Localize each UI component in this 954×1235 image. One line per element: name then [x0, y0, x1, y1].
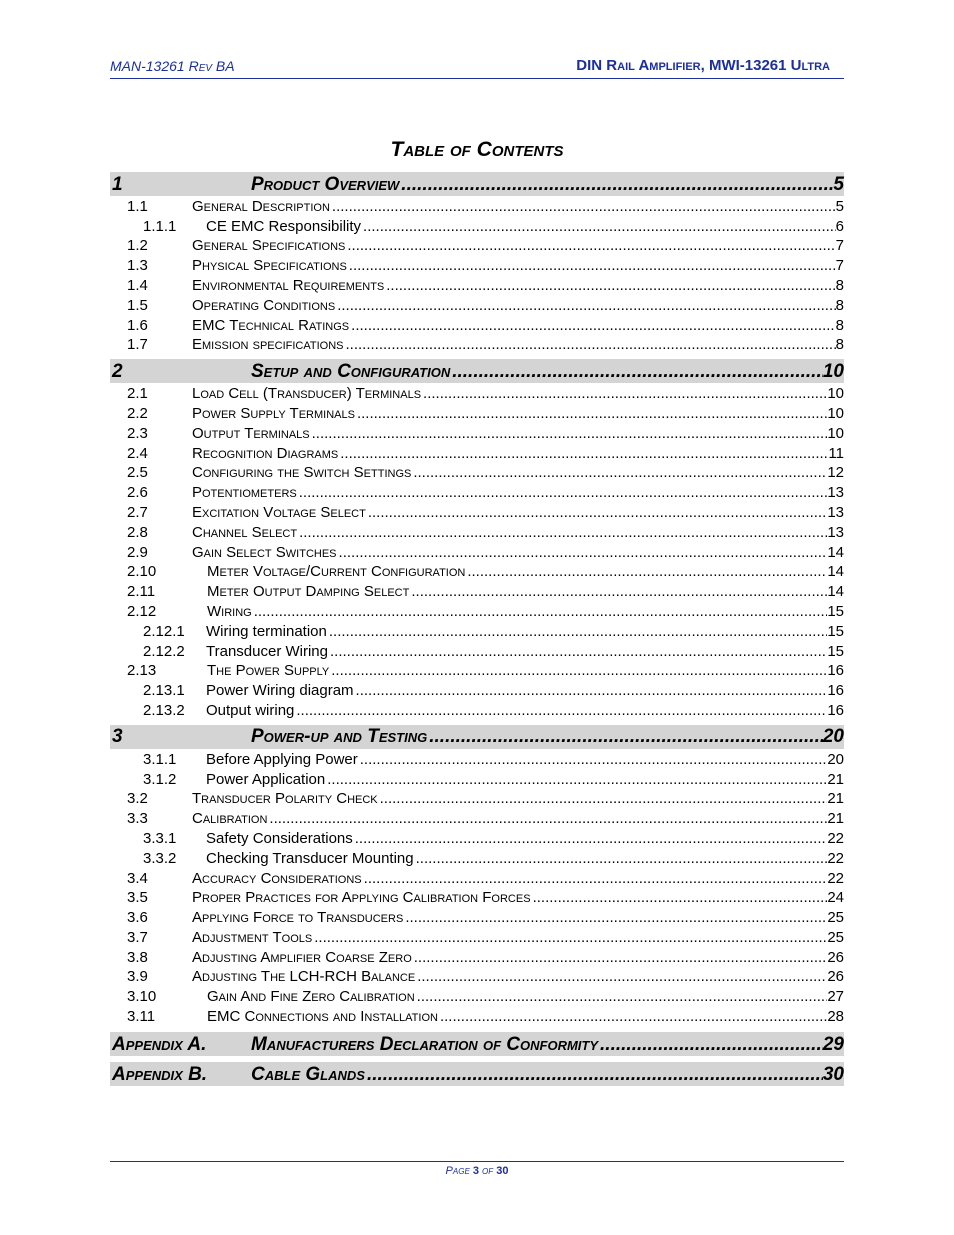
toc-entry-number: 3.3.2	[143, 849, 177, 867]
toc-dot-leader	[252, 602, 828, 621]
page-number: 3	[472, 1165, 479, 1177]
toc-entry-number: 3.2	[127, 790, 148, 808]
toc-entry-number: Appendix B.	[112, 1063, 208, 1085]
toc-entry[interactable]	[110, 947, 844, 967]
toc-entry-number: 3.7	[127, 928, 148, 946]
toc-entry-page: 30	[822, 1063, 844, 1085]
toc-entry-label: Power Wiring diagram	[206, 682, 354, 700]
toc-entry-label: Adjusting Amplifier Coarse Zero	[192, 948, 412, 966]
toc-entry[interactable]	[110, 335, 844, 355]
toc-entry-label: Power Application	[206, 770, 326, 788]
toc-entry[interactable]	[110, 789, 844, 809]
toc-dot-leader	[335, 296, 835, 315]
toc-entry-page: 16	[827, 682, 844, 700]
toc-entry-page: 5	[835, 197, 844, 215]
toc-entry-number: 2.1	[127, 385, 148, 403]
toc-entry-number: 1.2	[127, 237, 148, 255]
toc-entry[interactable]	[110, 986, 844, 1006]
toc-entry-label: Cable Glands	[251, 1063, 365, 1085]
toc-entry-number: 3.5	[127, 889, 148, 907]
toc-entry[interactable]	[110, 661, 844, 681]
toc-entry-page: 20	[827, 750, 844, 768]
toc-entry-number: 2.13.1	[143, 682, 185, 700]
toc-entry-page: 24	[827, 889, 844, 907]
toc-entry-label: Safety Considerations	[206, 829, 353, 847]
toc-dot-leader	[347, 256, 836, 275]
toc-dot-leader	[361, 217, 836, 236]
toc-entry[interactable]	[110, 641, 844, 661]
toc-dot-leader	[328, 642, 827, 661]
toc-dot-leader	[412, 948, 828, 967]
toc-entry-label: Emission specifications	[192, 336, 344, 354]
toc-dot-leader	[355, 404, 827, 423]
toc-entry-label: EMC Technical Ratings	[192, 316, 350, 334]
toc-entry-page: 27	[827, 988, 844, 1006]
toc-entry-label: Checking Transducer Mounting	[206, 849, 414, 867]
toc-entry-page: 8	[835, 296, 844, 314]
toc-dot-leader	[297, 483, 828, 502]
toc-entry-page: 29	[822, 1033, 844, 1055]
toc-entry[interactable]	[110, 1006, 844, 1026]
toc-entry-page: 15	[827, 642, 844, 660]
toc-dot-leader	[421, 384, 827, 403]
toc-entry-label: Adjusting The LCH-RCH Balance	[192, 968, 416, 986]
toc-entry-number: 2.5	[127, 464, 148, 482]
toc-entry-number: 1.1	[127, 197, 148, 215]
toc-entry-label: General Description	[192, 197, 330, 215]
toc-entry-number: 3.3.1	[143, 829, 177, 847]
toc-entry[interactable]	[110, 542, 844, 562]
toc-entry-number: 2.7	[127, 503, 148, 521]
document-title: DIN Rail Amplifier, MWI-13261 Ultra	[576, 57, 830, 74]
toc-entry-label: Transducer Polarity Check	[192, 790, 378, 808]
toc-entry-label: CE EMC Responsibility	[206, 217, 362, 235]
toc-dot-leader	[330, 197, 836, 216]
toc-entry-label: Before Applying Power	[206, 750, 358, 768]
toc-entry-number: Appendix A.	[112, 1033, 207, 1055]
toc-entry-label: Wiring termination	[206, 622, 327, 640]
toc-dot-leader	[329, 661, 827, 680]
toc-entry-label: Environmental Requirements	[192, 276, 385, 294]
toc-entry-label: Excitation Voltage Select	[192, 503, 366, 521]
toc-dot-leader	[384, 276, 835, 295]
toc-entry-page: 22	[827, 849, 844, 867]
toc-entry[interactable]	[110, 403, 844, 423]
toc-dot-leader	[411, 463, 827, 482]
toc-entry-number: 2.11	[127, 583, 156, 601]
document-number: MAN-13261 Rev BA	[110, 58, 235, 74]
toc-entry[interactable]	[110, 680, 844, 700]
toc-entry-label: Applying Force to Transducers	[192, 909, 404, 927]
toc-dot-leader	[366, 503, 827, 522]
toc-dot-leader	[362, 869, 828, 888]
toc-entry-label: Physical Specifications	[192, 257, 347, 275]
toc-entry[interactable]	[110, 967, 844, 987]
toc-entry-number: 3.8	[127, 948, 148, 966]
toc-entry-number: 2.12	[127, 602, 157, 620]
toc-dot-leader	[409, 582, 827, 601]
toc-entry-number: 3.11	[127, 1008, 156, 1026]
toc-dot-leader	[337, 543, 828, 562]
toc-entry-number: 3.4	[127, 869, 148, 887]
toc-entry-label: Gain Select Switches	[192, 543, 337, 561]
toc-entry-page: 12	[827, 464, 844, 482]
toc-dot-leader	[450, 360, 823, 383]
toc-entry-page: 26	[827, 968, 844, 986]
toc-entry-page: 28	[827, 1008, 844, 1026]
toc-entry[interactable]	[110, 255, 844, 275]
toc-entry-label: Output wiring	[206, 701, 295, 719]
toc-entry-page: 10	[822, 360, 844, 382]
toc-entry[interactable]	[110, 522, 844, 542]
toc-dot-leader	[338, 444, 828, 463]
footer-rule	[110, 1161, 844, 1162]
toc-entry-number: 2.12.2	[143, 642, 185, 660]
toc-entry-number: 2	[112, 360, 123, 382]
toc-dot-leader	[354, 681, 828, 700]
toc-dot-leader	[427, 725, 823, 748]
toc-section-entry[interactable]	[110, 1062, 844, 1086]
toc-dot-leader	[378, 789, 828, 808]
toc-entry-number: 3.1.1	[143, 750, 177, 768]
table-of-contents	[110, 171, 844, 1086]
toc-dot-leader	[325, 770, 827, 789]
toc-entry-page: 13	[827, 523, 844, 541]
toc-entry[interactable]	[110, 443, 844, 463]
toc-entry-page: 25	[827, 909, 844, 927]
toc-dot-leader	[365, 1063, 823, 1086]
toc-entry-page: 7	[835, 237, 844, 255]
toc-dot-leader	[345, 236, 835, 255]
toc-entry[interactable]	[110, 482, 844, 502]
toc-entry-page: 14	[827, 563, 844, 581]
toc-entry-label: Operating Conditions	[192, 296, 336, 314]
toc-entry-label: Manufacturers Declaration of Conformity	[251, 1033, 599, 1055]
toc-entry-label: EMC Connections and Installation	[207, 1008, 438, 1026]
toc-dot-leader	[438, 1007, 827, 1026]
toc-section-entry[interactable]	[110, 1032, 844, 1056]
toc-entry-page: 15	[827, 622, 844, 640]
toc-entry-label: Recognition Diagrams	[192, 444, 339, 462]
toc-entry-label: Potentiometers	[192, 484, 297, 502]
toc-dot-leader	[358, 750, 828, 769]
toc-entry-page: 13	[827, 503, 844, 521]
toc-entry-number: 2.6	[127, 484, 148, 502]
toc-entry[interactable]	[110, 700, 844, 720]
toc-entry[interactable]	[110, 927, 844, 947]
toc-entry-label: Transducer Wiring	[206, 642, 328, 660]
toc-entry-number: 1.5	[127, 296, 148, 314]
toc-entry-page: 14	[827, 543, 844, 561]
toc-entry-page: 22	[827, 829, 844, 847]
toc-entry[interactable]	[110, 808, 844, 828]
toc-entry-number: 2.4	[127, 444, 148, 462]
toc-entry[interactable]	[110, 581, 844, 601]
toc-entry-page: 21	[827, 770, 844, 788]
toc-entry[interactable]	[110, 423, 844, 443]
toc-dot-leader	[465, 562, 827, 581]
toc-entry-page: 22	[827, 869, 844, 887]
toc-entry-label: Power-up and Testing	[251, 726, 428, 748]
toc-entry-page: 15	[827, 602, 844, 620]
toc-dot-leader	[312, 928, 827, 947]
toc-entry-page: 10	[827, 404, 844, 422]
toc-entry-page: 16	[827, 701, 844, 719]
toc-entry-label: Calibration	[192, 810, 268, 828]
toc-entry-page: 10	[827, 424, 844, 442]
toc-entry-number: 1.4	[127, 276, 148, 294]
page-footer	[0, 1165, 954, 1177]
toc-entry[interactable]	[110, 749, 844, 769]
toc-entry-label: Wiring	[207, 602, 252, 620]
toc-entry[interactable]	[110, 463, 844, 483]
toc-dot-leader	[310, 424, 828, 443]
toc-entry-label: Gain And Fine Zero Calibration	[207, 988, 415, 1006]
toc-dot-leader	[531, 888, 828, 907]
toc-dot-leader	[267, 809, 827, 828]
toc-entry-label: Proper Practices for Applying Calibration Forces	[192, 889, 531, 907]
toc-entry-page: 26	[827, 948, 844, 966]
toc-entry[interactable]	[110, 383, 844, 403]
toc-entry-number: 2.13	[127, 662, 157, 680]
toc-entry-number: 2.13.2	[143, 701, 185, 719]
toc-entry-label: Configuring the Switch Settings	[192, 464, 412, 482]
toc-entry[interactable]	[110, 848, 844, 868]
toc-entry-label: Load Cell (Transducer) Terminals	[192, 385, 422, 403]
toc-entry-page: 8	[835, 276, 844, 294]
toc-entry-number: 1	[112, 173, 123, 195]
toc-dot-leader	[414, 849, 828, 868]
toc-entry-number: 2.9	[127, 543, 148, 561]
toc-entry-label: Setup and Configuration	[251, 360, 451, 382]
toc-entry-page: 6	[835, 217, 844, 235]
toc-entry[interactable]	[110, 315, 844, 335]
toc-entry[interactable]	[110, 769, 844, 789]
toc-entry-number: 3.1.2	[143, 770, 177, 788]
toc-entry-number: 3.3	[127, 810, 148, 828]
of-word: of	[482, 1165, 494, 1177]
toc-entry-label: Accuracy Considerations	[192, 869, 362, 887]
toc-dot-leader	[353, 829, 828, 848]
toc-entry-page: 10	[827, 385, 844, 403]
toc-entry-page: 16	[827, 662, 844, 680]
toc-entry[interactable]	[110, 888, 844, 908]
toc-entry-number: 1.3	[127, 257, 148, 275]
toc-entry[interactable]	[110, 621, 844, 641]
toc-entry[interactable]	[110, 562, 844, 582]
toc-entry[interactable]	[110, 828, 844, 848]
toc-entry-label: Power Supply Terminals	[192, 404, 355, 422]
page-header	[110, 58, 844, 79]
toc-entry-number: 1.6	[127, 316, 148, 334]
toc-entry-page: 11	[828, 444, 844, 462]
toc-entry-number: 1.7	[127, 336, 148, 354]
toc-dot-leader	[343, 335, 835, 354]
toc-dot-leader	[349, 316, 836, 335]
toc-entry[interactable]	[110, 196, 844, 216]
toc-entry-number: 3.6	[127, 909, 148, 927]
toc-entry-number: 3	[112, 726, 123, 748]
toc-dot-leader	[403, 908, 827, 927]
toc-entry-page: 8	[835, 336, 844, 354]
toc-entry-number: 1.1.1	[143, 217, 177, 235]
toc-dot-leader	[598, 1033, 823, 1056]
page-total: 30	[496, 1165, 509, 1177]
toc-section-entry[interactable]	[110, 725, 844, 749]
toc-dot-leader	[415, 987, 828, 1006]
toc-entry-label: Meter Voltage/Current Configuration	[207, 563, 466, 581]
toc-entry-label: Channel Select	[192, 523, 298, 541]
toc-title: Table of Contents	[390, 138, 564, 161]
toc-entry-page: 5	[833, 173, 844, 195]
toc-entry[interactable]	[110, 502, 844, 522]
toc-dot-leader	[294, 701, 827, 720]
toc-entry-page: 13	[827, 484, 844, 502]
toc-entry-label: Output Terminals	[192, 424, 310, 442]
toc-entry[interactable]	[110, 907, 844, 927]
toc-entry-number: 2.12.1	[143, 622, 185, 640]
toc-entry-number: 2.10	[127, 563, 157, 581]
toc-entry-number: 3.9	[127, 968, 148, 986]
toc-section-entry[interactable]	[110, 359, 844, 383]
toc-entry-label: Adjustment Tools	[192, 928, 313, 946]
toc-entry-page: 21	[827, 790, 844, 808]
toc-entry-page: 21	[827, 810, 844, 828]
toc-entry-label: Product Overview	[251, 173, 400, 195]
toc-entry[interactable]	[110, 236, 844, 256]
toc-entry[interactable]	[110, 868, 844, 888]
toc-entry-number: 2.2	[127, 404, 148, 422]
toc-entry-number: 2.8	[127, 523, 148, 541]
toc-entry[interactable]	[110, 601, 844, 621]
toc-entry[interactable]	[110, 275, 844, 295]
toc-dot-leader	[297, 523, 827, 542]
toc-entry-number: 3.10	[127, 988, 157, 1006]
toc-entry[interactable]	[110, 295, 844, 315]
toc-entry-label: Meter Output Damping Select	[207, 583, 410, 601]
toc-dot-leader	[327, 622, 827, 641]
toc-entry-label: The Power Supply	[207, 662, 330, 680]
toc-entry-page: 7	[835, 257, 844, 275]
page-word: Page	[445, 1165, 470, 1177]
toc-entry-page: 20	[822, 726, 844, 748]
toc-entry-page: 14	[827, 583, 844, 601]
toc-entry[interactable]	[110, 216, 844, 236]
toc-dot-leader	[399, 173, 833, 196]
toc-entry-page: 8	[835, 316, 844, 334]
toc-dot-leader	[415, 967, 827, 986]
toc-entry-page: 25	[827, 928, 844, 946]
toc-section-entry[interactable]	[110, 172, 844, 196]
toc-entry-number: 2.3	[127, 424, 148, 442]
toc-entry-label: General Specifications	[192, 237, 346, 255]
